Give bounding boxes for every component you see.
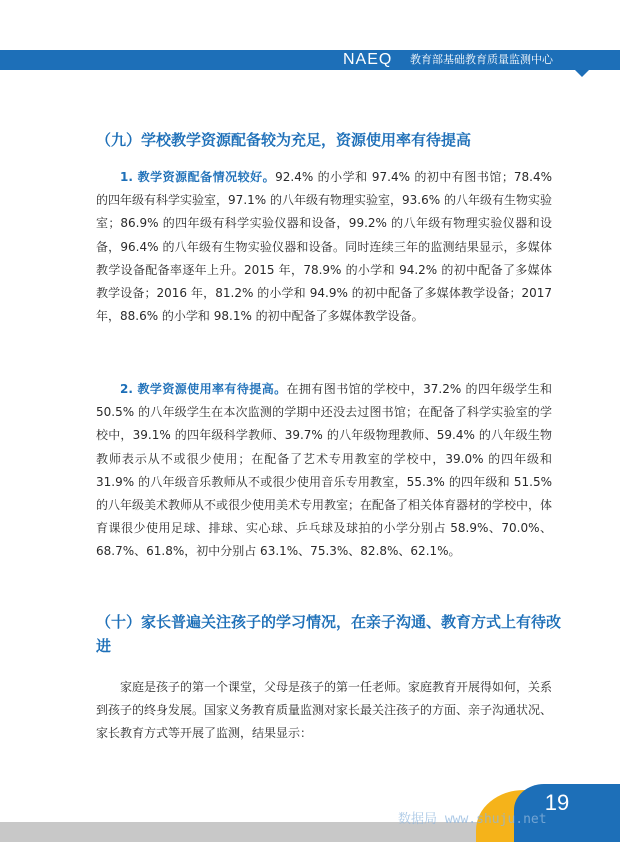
- section-10-heading: （十）家长普遍关注孩子的学习情况，在亲子沟通、教育方式上有待改进: [96, 613, 562, 655]
- paragraph-1-lead: 1. 教学资源配备情况较好。: [120, 170, 276, 184]
- page-number: 19: [544, 790, 570, 815]
- header-tab: [582, 50, 620, 70]
- section-10-paragraph-1: [96, 676, 552, 746]
- paragraph-2-body: 在拥有图书馆的学校中，37.2% 的四年级学生和 50.5% 的八年级学生在本次监测的学期中还没去过图书馆；在配备了科学实验室的学校中，39.1% 的四年级科学教师、39.7% 的八年级物理教师、59.4% 的八年级生物教师表示从不或很少使用；在配备了艺术专用教室的学校中，39.0% 的四年级和 31.9% 的八年级音乐教师从不或很少使用音乐专用教室，55.3% 的四年级和 51.5% 的八年级美术教师从不或很少使用美术专用教室；在配备了相关体育器材的学校中，体育课很少使用足球、排球、实心球、乒乓球及球拍的小学分别占 58.9%、70.0%、68.7%、61.8%，初中分别占 63.1%、75.3%、82.8%、62.1%。: [96, 382, 553, 559]
- section-9-paragraph-2: [96, 378, 552, 564]
- header-notch: [575, 70, 589, 77]
- paragraph-2-lead: 2. 教学资源使用率有待提高。: [120, 382, 287, 396]
- section-9-heading: （九）学校教学资源配备较为充足，资源使用率有待提高: [96, 131, 472, 149]
- paragraph-1-body: 92.4% 的小学和 97.4% 的初中有图书馆；78.4% 的四年级有科学实验室，97.1% 的八年级有物理实验室，93.6% 的八年级有生物实验室；86.9% 的四年级有科学实验仪器和设备，99.2% 的八年级有物理实验仪器和设备，96.4% 的八年级有生物实验仪器和设备。同时连续三年的监测结果显示，多媒体教学设备配备率逐年上升。2015 年，78.9% 的小学和 94.2% 的初中配备了多媒体教学设备；2016 年，81.2% 的小学和 94.9% 的初中配备了多媒体教学设备；2017 年，88.6% 的小学和 98.1% 的初中配备了多媒体教学设备。: [96, 170, 552, 324]
- organization-name: 教育部基础教育质量监测中心: [410, 53, 553, 66]
- naeq-logo: NAEQ: [343, 51, 393, 68]
- watermark: 数据局 www.shuju.net: [398, 812, 547, 827]
- section-9-paragraph-1: [96, 166, 552, 328]
- section-10-body: 家庭是孩子的第一个课堂，父母是孩子的第一任老师。家庭教育开展得如何，关系到孩子的终身发展。国家义务教育质量监测对家长最关注孩子的方面、亲子沟通状况、家长教育方式等开展了监测，结果显示：: [96, 680, 553, 741]
